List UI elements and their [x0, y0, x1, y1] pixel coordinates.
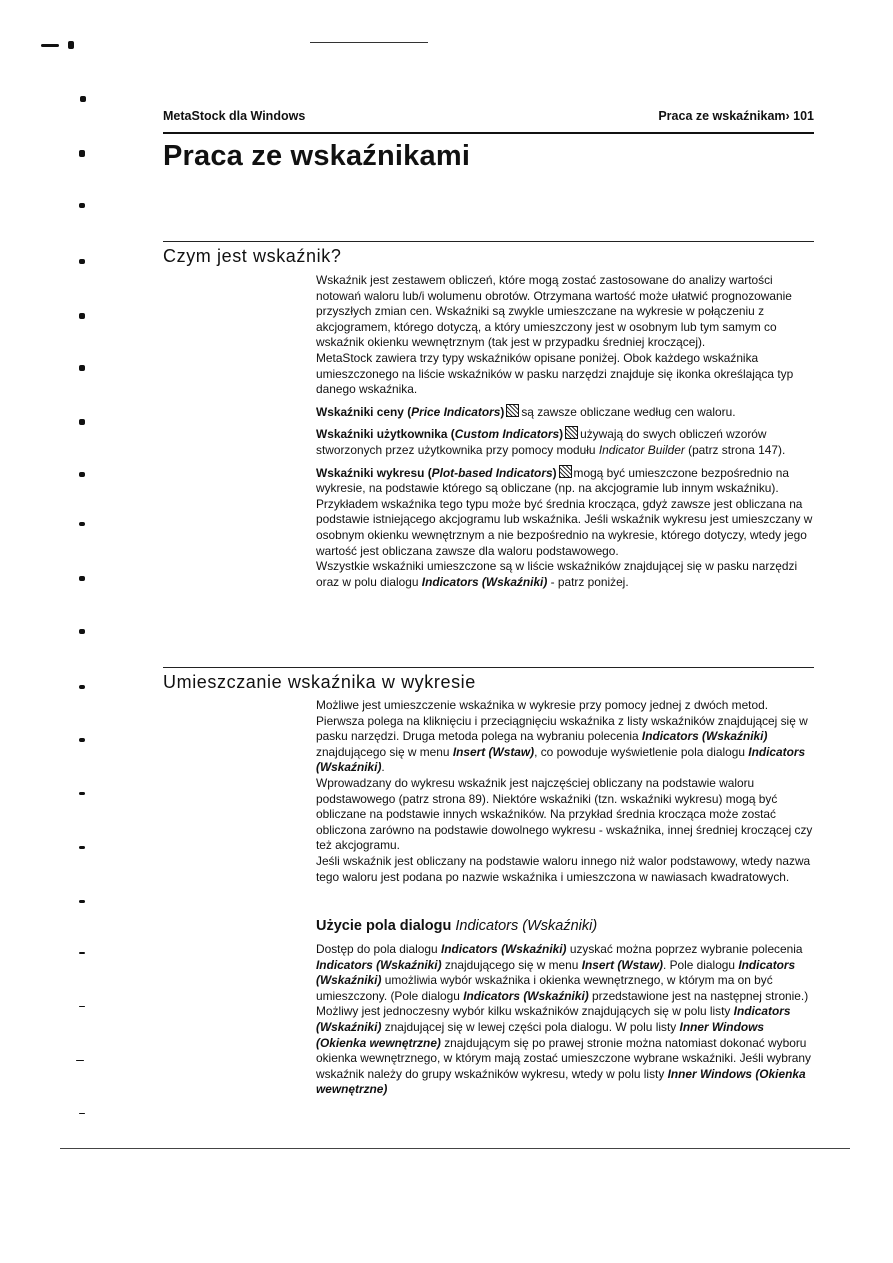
scan-mark [79, 472, 85, 477]
paragraph: Możliwy jest jednoczesny wybór kilku wskaźników znajdujących się w polu listy Indicators (Wskaźniki) znajdującej się w lewej części pola dialogu. W polu listy Inner Windows (Okienka wewnętrzne) znajdującym się po prawej stronie można natomiast dokonać wyboru okienka wewnętrznego, w którym mają zostać umieszczone wybrane wskaźniki. Jeśli wybrany wskaźnik należy do grupy wskaźników wykresu, wtedy w polu listy Inner Windows (Okienka wewnętrzne) [316, 1004, 811, 1097]
scan-mark [76, 1060, 84, 1061]
plot-based-indicator-icon [559, 465, 572, 478]
scan-mark [80, 96, 86, 102]
scan-mark [79, 150, 85, 157]
scan-mark [41, 44, 59, 47]
scan-mark [79, 685, 85, 689]
top-rule [310, 42, 428, 43]
scan-mark [79, 629, 85, 634]
scan-mark [79, 203, 85, 208]
section-body-what-is-indicator [316, 273, 816, 590]
custom-indicator-icon [565, 426, 578, 439]
paragraph: Wskaźnik jest zestawem obliczeń, które mogą zostać zastosowane do analizy wartości notowań waloru lub/i wolumenu obrotów. Otrzymana wartość może ułatwić prognozowanie przyszłych zmian cen. Wskaźniki są zwykle umieszczane na wykresie w połączeniu z akcjogramem, którego dotyczą, a który umieszczony jest w osobnym lub tym samym co wskaźnik okienku wewnętrznym (tak jest w przypadku średniej kroczącej). [316, 273, 792, 350]
paragraph: MetaStock zawiera trzy typy wskaźników opisane poniżej. Obok każdego wskaźnika umieszczonego na liście wskaźników w pasku narzędzi znajduje się ikonka określająca typ danego wskaźnika. [316, 350, 794, 397]
scan-mark [79, 846, 85, 849]
paragraph: Możliwe jest umieszczenie wskaźnika w wykresie przy pomocy jednej z dwóch metod. Pierwsza polega na kliknięciu i przeciągnięciu wskaźnika z listy wskaźników znajdującej się w pasku narzędzi. Druga metoda polega na wybraniu polecenia Indicators (Wskaźniki) znajdującego się w menu Insert (Wstaw), co powoduje wyświetlenie pola dialogu Indicators (Wskaźniki). [316, 698, 808, 775]
paragraph-plot-based-indicators: Wskaźniki wykresu (Plot-based Indicators) mogą być umieszczone bezpośrednio na wykresie, na podstawie którego są obliczane (np. na akcjogramie lub innym wskaźniku). Przykładem wskaźnika tego typu może być średnia krocząca, gdyż zawsze jest obliczana na podstawie istniejącego akcjogramu lub wskaźnika. Jeśli wskaźnik wykresu jest umieszczany w osobnym okienku wewnętrznym a nie bezpośrednio na wykresie, którego dotyczy, wtedy jego wartość jest obliczana zawsze dla waloru podstawowego. [316, 465, 813, 558]
scan-mark [79, 259, 85, 264]
paragraph-price-indicators: Wskaźniki ceny (Price Indicators) są zawsze obliczane według cen waloru. [316, 404, 736, 419]
scan-mark [79, 576, 85, 581]
scan-mark [68, 41, 74, 49]
scan-mark [79, 313, 85, 319]
subsection-body-dialog [316, 942, 816, 1098]
scan-mark [79, 1006, 85, 1007]
paragraph: Wprowadzany do wykresu wskaźnik jest najczęściej obliczany na podstawie waloru podstawowego (patrz strona 89). Niektóre wskaźniki (tzn. wskaźniki wykresu) mogą być obliczane na podstawie innych wskaźników. Na przykład średnia krocząca może zostać obliczona zarówno na podstawie dowolnego wykresu - wskaźnika, innej średniej kroczącej czy też akcjogramu. [316, 775, 813, 853]
section-rule [163, 241, 814, 242]
section-heading-what-is-indicator: Czym jest wskaźnik? [163, 246, 342, 266]
scan-mark [79, 900, 85, 903]
section-body-placing-indicator [316, 698, 816, 885]
section-heading-placing-indicator: Umieszczanie wskaźnika w wykresie [163, 672, 476, 692]
paragraph: Wszystkie wskaźniki umieszczone są w liście wskaźników znajdującej się w pasku narzędzi oraz w polu dialogu Indicators (Wskaźniki) - patrz poniżej. [316, 559, 798, 589]
page-title: Praca ze wskaźnikami [163, 140, 471, 172]
scan-mark [79, 419, 85, 425]
section-rule [163, 667, 814, 668]
subsection-heading-dialog: Użycie pola dialogu Indicators (Wskaźniki) [316, 918, 598, 934]
running-header-right: Praca ze wskaźnikam› 101 [658, 109, 814, 123]
scan-mark [79, 522, 85, 526]
running-header-left: MetaStock dla Windows [163, 109, 306, 123]
header-rule [163, 132, 814, 134]
paragraph: Dostęp do pola dialogu Indicators (Wskaźniki) uzyskać można poprzez wybranie polecenia Indicators (Wskaźniki) znajdującego się w menu Insert (Wstaw). Pole dialogu Indicators (Wskaźniki) umożliwia wybór wskaźnika i okienka wewnętrznego, w którym ma on być umieszczony. (Pole dialogu Indicators (Wskaźniki) przedstawione jest na następnej stronie.) [316, 942, 809, 1003]
scan-mark [79, 365, 85, 371]
price-indicator-icon [506, 404, 519, 417]
scan-mark [79, 1113, 85, 1114]
scan-mark [79, 738, 85, 742]
paragraph: Jeśli wskaźnik jest obliczany na podstawie waloru innego niż walor podstawowy, wtedy nazwa tego waloru jest podana po nazwie wskaźnika i umieszczona w nawiasach kwadratowych. [316, 853, 811, 884]
paragraph-custom-indicators: Wskaźniki użytkownika (Custom Indicators) używają do swych obliczeń wzorów stworzonych przez użytkownika przy pomocy modułu Indicator Builder (patrz strona 147). [316, 427, 786, 457]
scan-mark [79, 952, 85, 954]
bottom-rule [60, 1148, 850, 1149]
scan-mark [79, 792, 85, 795]
